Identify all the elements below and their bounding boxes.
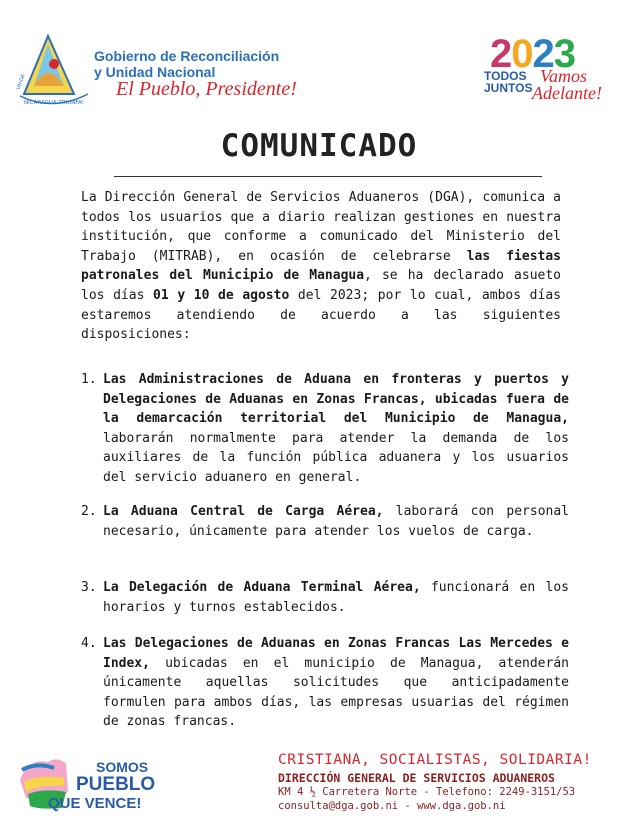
list-item — [81, 578, 569, 617]
list-item-bold: Las Delegaciones de Aduanas en Zonas Francas Las Mercedes e Index, — [103, 636, 569, 671]
vamos-label: Vamos — [540, 66, 588, 86]
list-item-bold: Las Administraciones de Aduana en fronteras y puertos y Delegaciones de Aduanas en Zonas Francas, ubicadas fuera de la demarcación territorial del Municipio de Managua, — [103, 372, 569, 427]
footer-org: DIRECCIÓN GENERAL DE SERVICIOS ADUANEROS — [278, 771, 555, 785]
year-digit: 0 — [511, 32, 533, 76]
year-digit: 2 — [490, 32, 512, 76]
logo-left-text: UNIDA — [15, 73, 27, 91]
list-item — [81, 634, 569, 732]
list-item-text: ubicadas en el municipio de Managua, atenderán únicamente aquellas solicitudes que anticipadamente formulen para ambos días, las empresas usuarias del régimen de zonas francas. — [103, 655, 569, 730]
list-item — [81, 370, 569, 488]
logo-arc-text: NICARAGUA TRIUNFA! — [24, 100, 84, 106]
footer-motto: CRISTIANA, SOCIALISTAS, SOLIDARIA! — [278, 752, 592, 768]
gobierno-logo — [14, 30, 92, 106]
somos-label: SOMOS — [96, 759, 149, 775]
page-title: COMUNICADO — [220, 128, 418, 164]
intro-bold-1: las fiestas patronales del Municipio de Managua — [81, 248, 562, 284]
somos-pueblo-logo — [18, 752, 168, 812]
title-divider — [114, 176, 542, 177]
pueblo-label: PUEBLO — [76, 774, 156, 795]
intro-text-1: La Dirección General de Servicios Aduaneros (DGA), comunica a todos los usuarios que a diario realizan gestiones en nuestra institución, que conforme a comunicado del Ministerio del Trabajo (MITRAB), en ocasión de celebrarse — [81, 190, 561, 264]
list-item-number: 1. — [81, 372, 97, 387]
list-item — [81, 502, 569, 541]
juntos-label: JUNTOS — [484, 81, 533, 95]
gov-name-line1: Gobierno de Reconciliación — [94, 48, 280, 64]
year-digit: 2 — [532, 32, 554, 76]
footer-contact: consulta@dga.gob.ni - www.dga.gob.ni — [278, 800, 506, 812]
list-item-number: 4. — [81, 636, 97, 651]
todos-juntos — [484, 70, 532, 94]
footer-address: KM 4 ½ Carretera Norte - Telefono: 2249-3151/53 — [278, 786, 576, 798]
list-item-text: funcionará en los horarios y turnos establecidos. — [103, 580, 569, 615]
list-item-bold: La Aduana Central de Carga Aérea, — [103, 504, 384, 519]
list-item-number: 3. — [81, 580, 97, 595]
vamos-adelante — [532, 66, 602, 103]
todos-label: TODOS — [484, 69, 527, 83]
gov-name-line2: y Unidad Nacional — [94, 64, 216, 80]
intro-bold-2: 01 y 10 de agosto — [153, 287, 290, 303]
gov-name — [94, 48, 279, 80]
intro-text-2: , se ha declarado asueto los días — [81, 268, 561, 303]
adelante-label: Adelante! — [532, 83, 602, 103]
list-item-number: 2. — [81, 504, 97, 519]
list-item-text: laborará con personal necesario, únicamente para atender los vuelos de carga. — [103, 504, 570, 539]
list-item-bold: La Delegación de Aduana Terminal Aérea, — [103, 580, 421, 595]
year-digit: 3 — [553, 32, 575, 76]
list-item-text: laborarán normalmente para atender la demanda de los auxiliares de la función pública aduanera y los usuarios del servicio aduanero en general. — [103, 430, 569, 485]
gov-slogan: El Pueblo, Presidente! — [116, 78, 297, 100]
intro-paragraph — [81, 188, 561, 345]
intro-text-3: del 2023; por lo cual, ambos días estaremos atendiendo de acuerdo a las siguientes disposiciones: — [81, 287, 561, 343]
que-vence-label: QUE VENCE! — [48, 795, 142, 812]
